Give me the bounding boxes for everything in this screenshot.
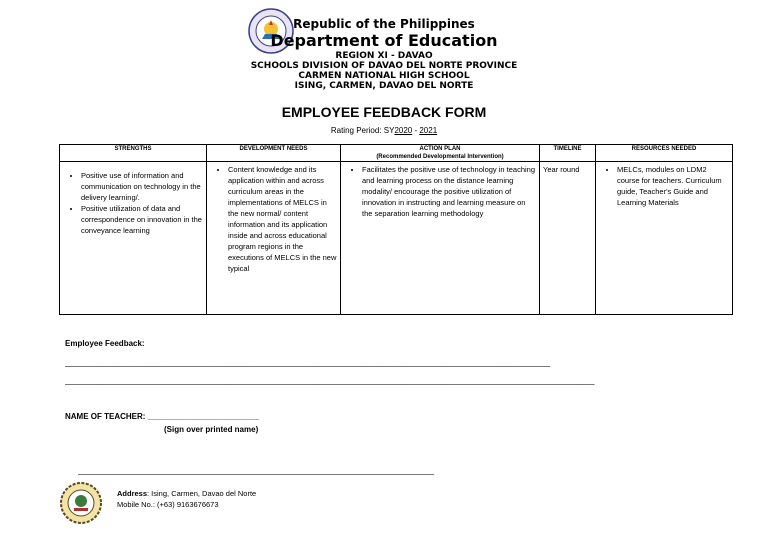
department-heading: Department of Education xyxy=(270,31,498,50)
action-plan-subtitle: (Recommended Developmental Intervention) xyxy=(376,154,504,160)
list-item: • Positive utilization of data and correspondence on innovation in the conveyance learning xyxy=(81,203,203,236)
action-plan-title: ACTION PLAN xyxy=(419,146,461,152)
action-plan-header xyxy=(341,145,540,162)
teacher-name-line: _________________________ xyxy=(147,412,259,421)
teacher-name-label: NAME OF TEACHER: xyxy=(65,412,146,421)
form-title: EMPLOYEE FEEDBACK FORM xyxy=(281,104,487,120)
rating-prefix: Rating Period: SY xyxy=(330,126,395,135)
list-item: • Content knowledge and its application within and across curriculum areas in the implementations of MELCS in the new normal/ content information and its application inside and across educational program regions in the executions of MELCS in the new typical xyxy=(228,164,337,274)
republic-heading: Republic of the Philippines xyxy=(293,17,475,31)
address-value: : Ising, Carmen, Davao del Norte xyxy=(147,489,257,498)
development-needs-header: DEVELOPMENT NEEDS xyxy=(207,145,341,162)
development-needs-cell xyxy=(207,162,341,315)
feedback-line-2: _______________________________________________________________________________________________________________________ xyxy=(65,376,595,385)
address-line xyxy=(117,489,256,498)
mobile-number: Mobile No.: (+63) 9163676673 xyxy=(117,500,219,509)
list-item: • MELCs, modules on LDM2 course for teachers. Curriculum guide, Teacher's Guide and Learning Materials xyxy=(617,164,729,208)
employee-feedback-label: Employee Feedback: xyxy=(65,339,145,348)
sign-note: (Sign over printed name) xyxy=(164,425,259,434)
table-header-row xyxy=(60,145,733,162)
resources-header: RESOURCES NEEDED xyxy=(596,145,733,162)
footer-rule: ________________________________________________________________________________ xyxy=(78,466,434,475)
rating-year-start: 2020 xyxy=(394,126,413,135)
development-plan-table xyxy=(59,144,733,315)
division-line: SCHOOLS DIVISION OF DAVAO DEL NORTE PROVINCE xyxy=(250,61,518,71)
school-seal-icon xyxy=(60,482,102,524)
region-line: REGION XI - DAVAO xyxy=(335,51,433,61)
teacher-name-row xyxy=(65,412,259,421)
strengths-cell xyxy=(60,162,207,315)
resources-cell xyxy=(596,162,733,315)
rating-period xyxy=(0,126,768,135)
address-label: Address xyxy=(117,489,148,498)
table-row xyxy=(60,162,733,315)
rating-year-end: 2021 xyxy=(419,126,438,135)
action-plan-cell xyxy=(341,162,540,315)
strengths-header: STRENGTHS xyxy=(60,145,207,162)
timeline-cell: Year round xyxy=(540,162,596,315)
list-item: • Positive use of information and communication on technology in the delivery learning/. xyxy=(81,170,203,203)
feedback-line-1: _____________________________________________________________________________________________________________ xyxy=(65,358,550,367)
list-item: • Facilitates the positive use of technology in teaching and learning process on the distance learning modality/ encourage the positive utilization of innovation in instructing and learning measure on the separation learning methodology xyxy=(362,164,536,219)
school-location: ISING, CARMEN, DAVAO DEL NORTE xyxy=(294,81,474,91)
school-name: CARMEN NATIONAL HIGH SCHOOL xyxy=(298,71,470,81)
timeline-header: TIMELINE xyxy=(540,145,596,162)
rating-separator: - xyxy=(412,126,420,135)
